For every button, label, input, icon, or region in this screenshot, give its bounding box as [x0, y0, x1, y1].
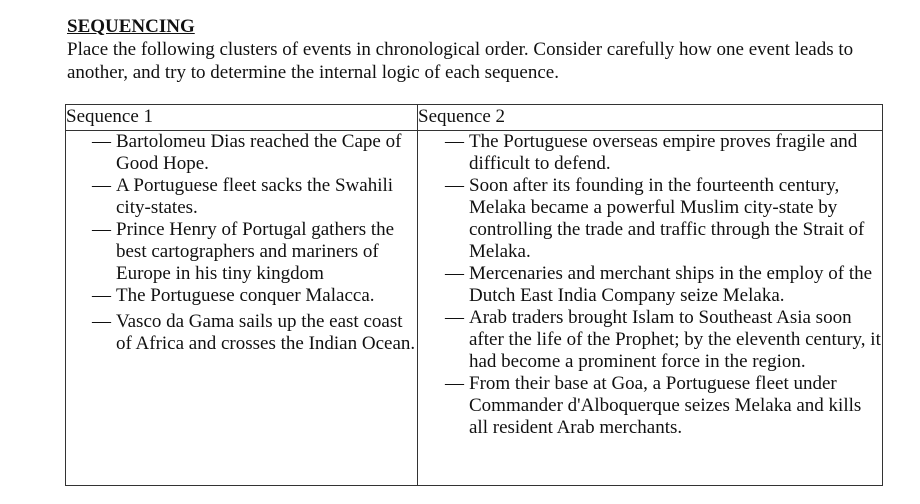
event-text: The Portuguese conquer Malacca.: [116, 285, 375, 306]
sequencing-table: [65, 104, 883, 486]
instructions-text: Place the following clusters of events in chronological order. Consider carefully how one event leads to another, and try to determine the internal logic of each sequence.: [67, 39, 854, 83]
sequence-1-header: Sequence 1: [66, 105, 418, 131]
list-item: [418, 175, 882, 263]
sequence-1-cell: [66, 131, 418, 486]
event-text: From their base at Goa, a Portuguese fleet under Commander d'Alboquerque seizes Melaka and kills all resident Arab merchants.: [469, 373, 862, 438]
sequence-2-event-list: [418, 131, 882, 439]
event-text: Bartolomeu Dias reached the Cape of Good Hope.: [116, 131, 402, 174]
sequence-2-cell: [418, 131, 883, 486]
list-item: [66, 175, 417, 219]
event-text: Arab traders brought Islam to Southeast Asia soon after the life of the Prophet; by the eleventh century, it had become a prominent force in the region.: [469, 307, 881, 372]
list-item: [418, 307, 882, 373]
list-item: [418, 131, 882, 175]
em-dash-bullet: —: [445, 263, 464, 284]
list-item: [418, 263, 882, 307]
event-text: Prince Henry of Portugal gathers the best cartographers and mariners of Europe in his tiny kingdom: [116, 219, 395, 284]
event-text: Soon after its founding in the fourteenth century, Melaka became a powerful Muslim city-state by controlling the trade and traffic through the Strait of Melaka.: [469, 175, 865, 262]
sequence-2-header: Sequence 2: [418, 105, 883, 131]
event-text: A Portuguese fleet sacks the Swahili city-states.: [116, 175, 394, 218]
em-dash-bullet: —: [445, 131, 464, 152]
event-text: The Portuguese overseas empire proves fragile and difficult to defend.: [469, 131, 858, 174]
list-item: [66, 285, 417, 307]
list-item: [66, 219, 417, 285]
table-body-row: [66, 131, 883, 486]
list-item: [66, 131, 417, 175]
em-dash-bullet: —: [445, 373, 464, 394]
em-dash-bullet: —: [92, 285, 111, 306]
em-dash-bullet: —: [92, 175, 111, 196]
list-item: [66, 311, 417, 355]
event-text: Vasco da Gama sails up the east coast of Africa and crosses the Indian Ocean.: [116, 311, 416, 354]
em-dash-bullet: —: [445, 307, 464, 328]
table-header-row: [66, 105, 883, 131]
em-dash-bullet: —: [92, 311, 111, 332]
em-dash-bullet: —: [92, 131, 111, 152]
event-text: Mercenaries and merchant ships in the employ of the Dutch East India Company seize Melaka.: [469, 263, 873, 306]
list-item: [418, 373, 882, 439]
em-dash-bullet: —: [92, 219, 111, 240]
em-dash-bullet: —: [445, 175, 464, 196]
sequence-1-event-list: [66, 131, 417, 355]
page-title: SEQUENCING: [67, 16, 195, 37]
